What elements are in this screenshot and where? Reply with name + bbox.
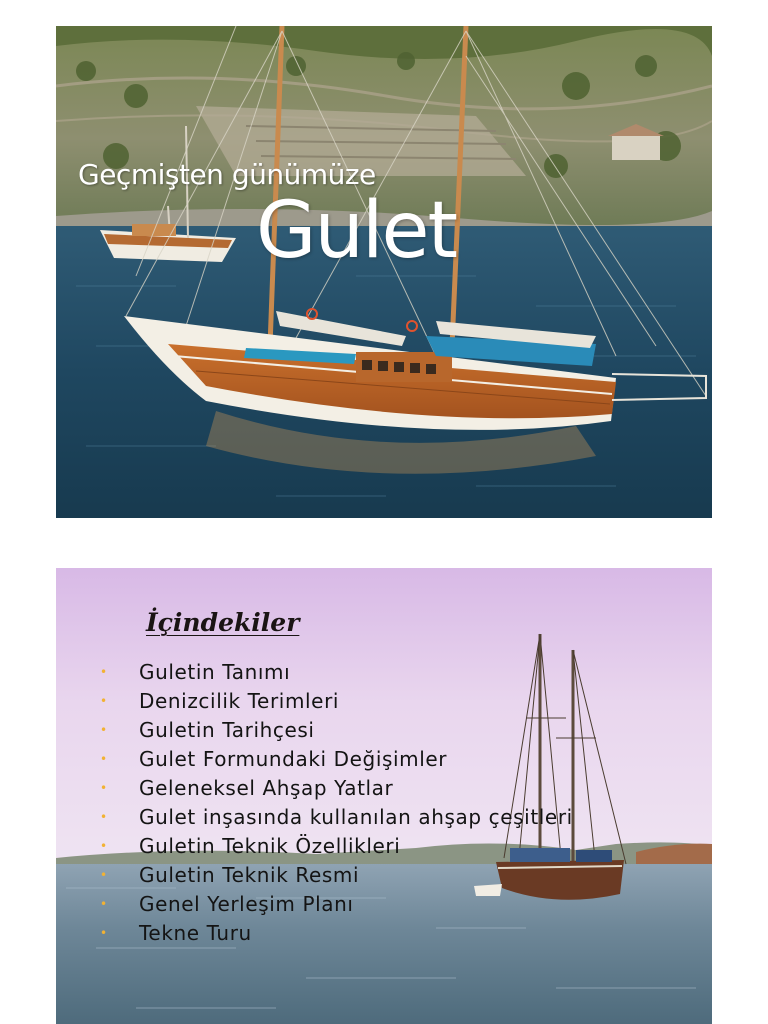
- contents-item-label: Gulet inşasında kullanılan ahşap çeşitleri: [139, 805, 573, 829]
- contents-slide: [56, 568, 712, 1024]
- title-slide: [56, 26, 712, 518]
- contents-item: [96, 716, 573, 745]
- bullet-icon: •: [100, 897, 108, 911]
- bullet-icon: •: [100, 926, 108, 940]
- subtitle: Geçmişten günümüze: [78, 158, 376, 191]
- contents-item: [96, 890, 573, 919]
- contents-item: [96, 774, 573, 803]
- contents-item: [96, 832, 573, 861]
- contents-item: [96, 861, 573, 890]
- bullet-icon: •: [100, 839, 108, 853]
- contents-item-label: Denizcilik Terimleri: [139, 689, 340, 713]
- contents-item: [96, 687, 573, 716]
- contents-item-label: Gulet Formundaki Değişimler: [139, 747, 448, 771]
- bullet-icon: •: [100, 868, 108, 882]
- contents-item-label: Tekne Turu: [139, 921, 252, 945]
- bullet-icon: •: [100, 723, 108, 737]
- contents-item-label: Geleneksel Ahşap Yatlar: [139, 776, 394, 800]
- contents-item: [96, 745, 573, 774]
- contents-item: [96, 803, 573, 832]
- contents-list: [96, 658, 573, 948]
- title: Gulet: [256, 186, 457, 276]
- bullet-icon: •: [100, 810, 108, 824]
- contents-item-label: Genel Yerleşim Planı: [139, 892, 354, 916]
- contents-item-label: Guletin Tanımı: [139, 660, 291, 684]
- bullet-icon: •: [100, 694, 108, 708]
- bullet-icon: •: [100, 665, 108, 679]
- contents-heading: İçindekiler: [146, 608, 300, 637]
- contents-item-label: Guletin Tarihçesi: [139, 718, 315, 742]
- contents-item-label: Guletin Teknik Özellikleri: [139, 834, 401, 858]
- contents-item-label: Guletin Teknik Resmi: [139, 863, 360, 887]
- bullet-icon: •: [100, 752, 108, 766]
- contents-item: [96, 658, 573, 687]
- contents-item: [96, 919, 573, 948]
- bullet-icon: •: [100, 781, 108, 795]
